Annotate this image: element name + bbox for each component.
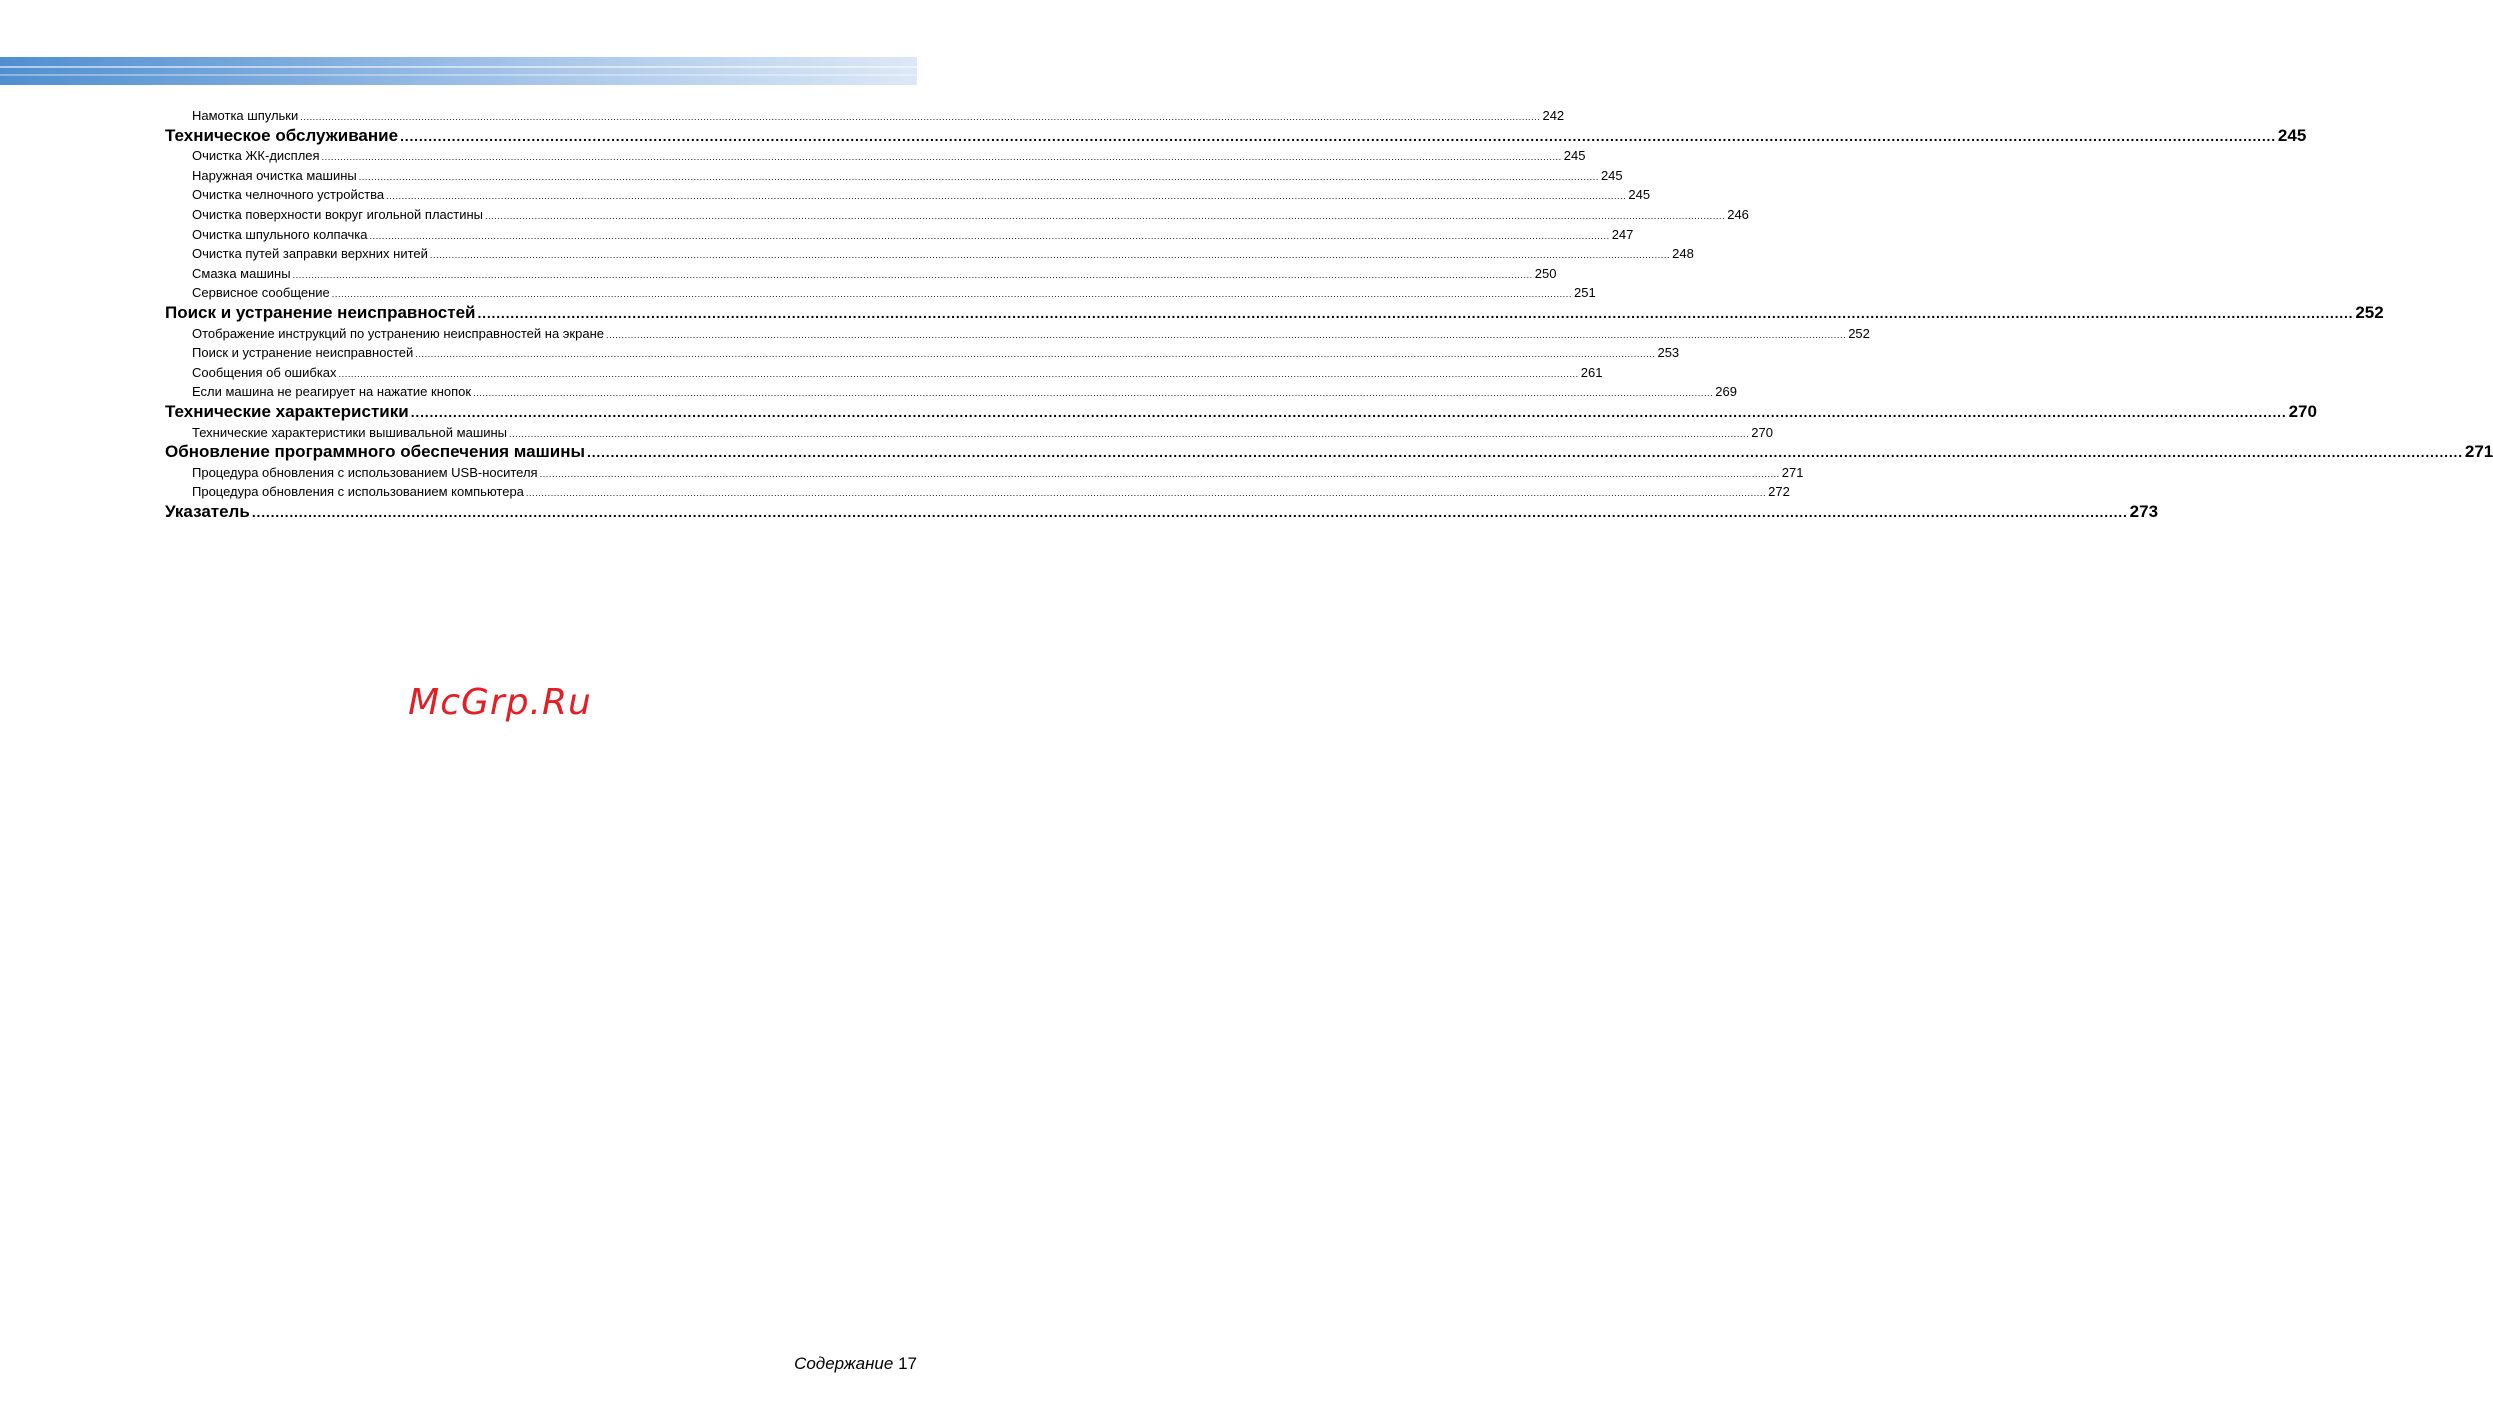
toc-entry-page: 245 [1563, 148, 1586, 164]
toc-subsection-entry[interactable] [165, 205, 1749, 225]
toc-entry-title: Если машина не реагирует на нажатие кнопок [192, 384, 472, 400]
toc-section-entry[interactable] [165, 125, 2307, 147]
toc-entry-page: 245 [1628, 187, 1651, 203]
toc-subsection-entry[interactable] [165, 185, 1651, 205]
toc-entry-page: 250 [1534, 265, 1557, 281]
toc-dot-leader: ................................................................................................................................................................................................................................................................................................................................................................................................................ [292, 269, 1533, 280]
toc-dot-leader: ................................................................................................................................................................................................................................................................................................................................................................................................................ [251, 503, 2128, 520]
toc-entry-title: Процедура обновления с использованием компьютера [192, 484, 524, 500]
header-decorative-band [0, 57, 917, 85]
toc-subsection-entry[interactable] [165, 343, 1680, 363]
toc-subsection-entry[interactable] [165, 463, 1804, 483]
toc-dot-leader: ................................................................................................................................................................................................................................................................................................................................................................................................................ [429, 250, 1671, 261]
toc-entry-page: 272 [1768, 484, 1790, 500]
toc-entry-title: Намотка шпульки [192, 108, 299, 123]
toc-entry-page: 261 [1580, 364, 1603, 380]
toc-subsection-entry[interactable] [165, 244, 1694, 264]
toc-entry-title: Наружная очистка машины [192, 167, 357, 183]
toc-entry-title: Технические характеристики вышивальной машины [192, 424, 508, 440]
toc-entry-title: Поиск и устранение неисправностей [165, 302, 476, 322]
toc-entry-page: 248 [1672, 246, 1694, 262]
toc-entry-page: 246 [1727, 206, 1749, 222]
toc-section-entry[interactable] [165, 442, 2493, 463]
toc-entry-page: 251 [1573, 285, 1596, 301]
toc-subsection-entry[interactable] [165, 106, 1565, 126]
toc-entry-page: 270 [1751, 424, 1773, 440]
toc-dot-leader: ................................................................................................................................................................................................................................................................................................................................................................................................................ [400, 127, 2276, 144]
footer-page-number: 17 [898, 1354, 917, 1373]
toc-dot-leader: ................................................................................................................................................................................................................................................................................................................................................................................................................ [525, 488, 1767, 499]
footer-section-label: Содержание [794, 1354, 894, 1373]
toc-entry-title: Обновление программного обеспечения машины [165, 442, 586, 462]
toc-dot-leader: ................................................................................................................................................................................................................................................................................................................................................................................................................ [587, 444, 2463, 461]
watermark-logo: McGrp.Ru [408, 682, 592, 723]
toc-entry-title: Отображение инструкций по устранению неисправностей на экране [192, 325, 604, 341]
toc-entry-title: Очистка поверхности вокруг игольной пластины [192, 206, 484, 222]
toc-dot-leader: ................................................................................................................................................................................................................................................................................................................................................................................................................ [358, 171, 1599, 182]
toc-entry-title: Смазка машины [192, 265, 291, 281]
toc-entry-title: Техническое обслуживание [165, 125, 399, 145]
toc-dot-leader: ................................................................................................................................................................................................................................................................................................................................................................................................................ [605, 329, 1847, 340]
toc-subsection-entry[interactable] [165, 423, 1773, 443]
toc-entry-title: Процедура обновления с использованием USB-носителя [192, 464, 538, 480]
toc-entry-title: Сообщения об ошибках [192, 364, 337, 380]
toc-entry-page: 273 [2129, 501, 2159, 521]
toc-entry-title: Очистка ЖК-дисплея [192, 148, 320, 164]
toc-subsection-entry[interactable] [165, 166, 1623, 186]
toc-entry-title: Сервисное сообщение [192, 285, 330, 301]
toc-entry-title: Очистка путей заправки верхних нитей [192, 246, 428, 262]
toc-dot-leader: ................................................................................................................................................................................................................................................................................................................................................................................................................ [369, 230, 1610, 241]
toc-section-entry[interactable] [165, 401, 2317, 423]
toc-subsection-entry[interactable] [165, 264, 1557, 284]
toc-dot-leader: ................................................................................................................................................................................................................................................................................................................................................................................................................ [485, 210, 1726, 221]
toc-dot-leader: ................................................................................................................................................................................................................................................................................................................................................................................................................ [415, 349, 1656, 360]
toc-subsection-entry[interactable] [165, 146, 1586, 166]
toc-dot-leader: ................................................................................................................................................................................................................................................................................................................................................................................................................ [473, 388, 1714, 399]
toc-entry-page: 252 [2355, 302, 2384, 322]
toc-dot-leader: ................................................................................................................................................................................................................................................................................................................................................................................................................ [321, 152, 1562, 163]
toc-dot-leader: ................................................................................................................................................................................................................................................................................................................................................................................................................ [410, 403, 2287, 420]
toc-entry-page: 269 [1715, 384, 1737, 400]
toc-entry-page: 247 [1611, 226, 1634, 242]
toc-dot-leader: ................................................................................................................................................................................................................................................................................................................................................................................................................ [331, 289, 1572, 300]
toc-entry-page: 245 [2277, 125, 2307, 145]
toc-dot-leader: ................................................................................................................................................................................................................................................................................................................................................................................................................ [509, 428, 1750, 439]
toc-entry-page: 271 [1781, 464, 1804, 480]
toc-dot-leader: ................................................................................................................................................................................................................................................................................................................................................................................................................ [300, 112, 1541, 122]
toc-entry-page: 252 [1848, 325, 1870, 341]
toc-entry-page: 253 [1657, 345, 1680, 361]
toc-section-entry[interactable] [165, 302, 2384, 324]
toc-section-entry[interactable] [165, 501, 2159, 523]
toc-subsection-entry[interactable] [165, 283, 1596, 303]
toc-subsection-entry[interactable] [165, 324, 1870, 344]
toc-entry-title: Указатель [165, 501, 250, 521]
toc-subsection-entry[interactable] [165, 382, 1737, 402]
toc-dot-leader: ................................................................................................................................................................................................................................................................................................................................................................................................................ [338, 368, 1579, 379]
toc-subsection-entry[interactable] [165, 225, 1634, 245]
toc-entry-page: 270 [2288, 401, 2317, 421]
toc-entry-title: Технические характеристики [165, 401, 409, 421]
page-footer [794, 1354, 917, 1374]
table-of-contents [165, 106, 2493, 522]
toc-entry-title: Поиск и устранение неисправностей [192, 345, 414, 361]
toc-subsection-entry[interactable] [165, 363, 1603, 383]
toc-entry-page: 242 [1542, 108, 1565, 123]
toc-dot-leader: ................................................................................................................................................................................................................................................................................................................................................................................................................ [477, 304, 2354, 321]
toc-entry-title: Очистка челночного устройства [192, 187, 385, 203]
toc-dot-leader: ................................................................................................................................................................................................................................................................................................................................................................................................................ [539, 468, 1780, 479]
toc-entry-title: Очистка шпульного колпачка [192, 226, 368, 242]
toc-subsection-entry[interactable] [165, 482, 1790, 502]
toc-entry-page: 245 [1600, 167, 1623, 183]
toc-dot-leader: ................................................................................................................................................................................................................................................................................................................................................................................................................ [386, 191, 1627, 202]
toc-entry-page: 271 [2464, 442, 2493, 462]
